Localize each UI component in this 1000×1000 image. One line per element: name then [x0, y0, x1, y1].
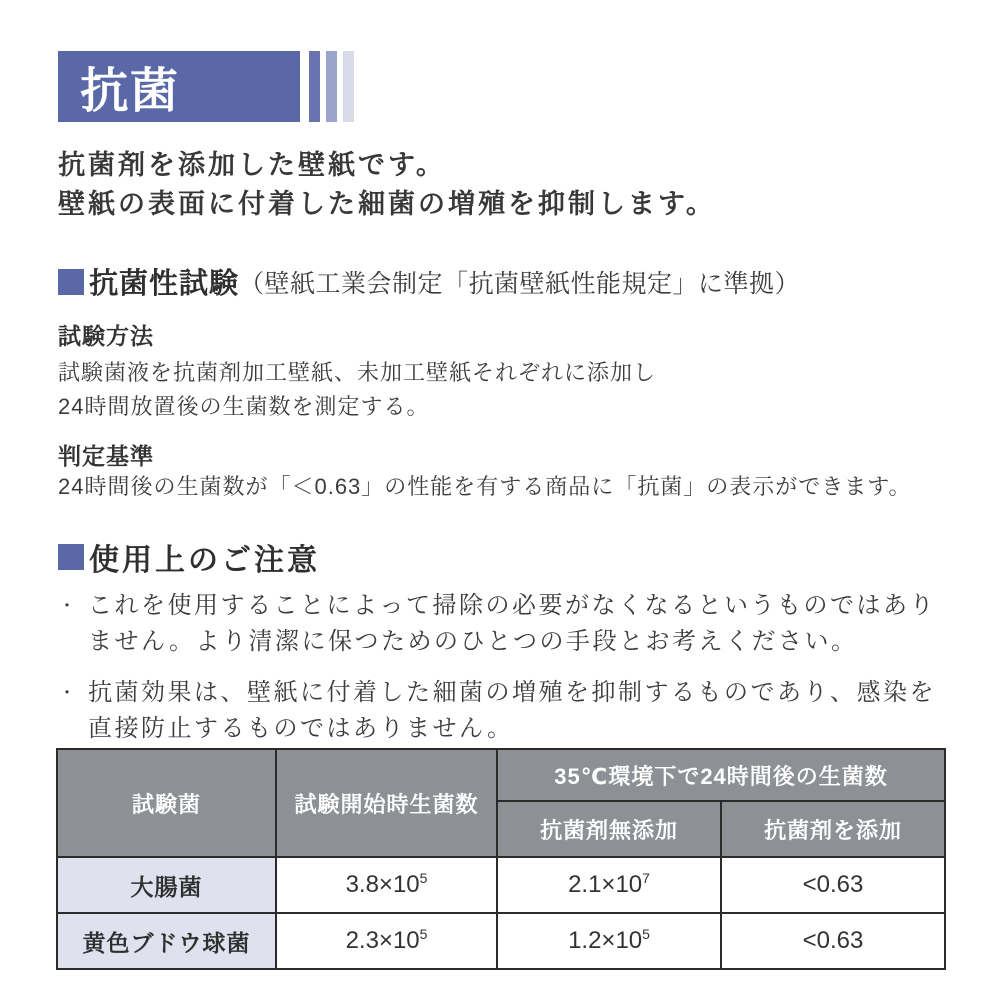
criteria-label: 判定基準 — [58, 443, 154, 469]
section-title-caution: 使用上のご注意 — [89, 544, 320, 577]
section-title-test-note: （壁紙工業会制定「抗菌壁紙性能規定」に準拠） — [239, 269, 801, 298]
title-banner — [58, 51, 354, 122]
intro-paragraph — [58, 146, 716, 224]
value-base: 2.3×10 — [345, 927, 420, 954]
section-title-test: 抗菌性試験 — [89, 268, 240, 300]
table-row — [57, 857, 945, 913]
cell-initial — [276, 857, 497, 913]
value-exponent: 7 — [642, 870, 650, 886]
criteria-text: 24時間後の生菌数が「＜0.63」の性能を有する商品に「抗菌」の表示ができます。 — [58, 474, 912, 499]
banner-stripe-1 — [309, 51, 320, 122]
table-row — [57, 913, 945, 969]
header-initial-count: 試験開始時生菌数 — [276, 749, 497, 857]
row-label-staph: 黄色ブドウ球菌 — [57, 913, 276, 969]
page-title: 抗菌 — [58, 51, 300, 122]
value-base: 1.2×10 — [568, 927, 643, 954]
cell-no-agent — [497, 913, 721, 969]
header-no-agent: 抗菌剤無添加 — [497, 801, 721, 857]
row-label-ecoli: 大腸菌 — [57, 857, 276, 913]
intro-line-2: 壁紙の表面に付着した細菌の増殖を抑制します。 — [58, 189, 716, 219]
intro-line-1: 抗菌剤を添加した壁紙です。 — [58, 150, 446, 180]
header-with-agent: 抗菌剤を添加 — [721, 801, 945, 857]
cell-no-agent — [497, 857, 721, 913]
blue-square-icon — [58, 544, 84, 570]
blue-square-icon — [58, 269, 84, 295]
value-exponent: 5 — [419, 926, 428, 942]
value-base: <0.63 — [802, 871, 864, 898]
value-base: 2.1×10 — [568, 871, 643, 898]
header-after-24h: 35℃環境下で24時間後の生菌数 — [497, 749, 945, 801]
method-line-2: 24時間放置後の生菌数を測定する。 — [58, 394, 430, 419]
value-exponent: 5 — [642, 926, 650, 942]
cell-with-agent — [721, 913, 945, 969]
method-line-1: 試験菌液を抗菌剤加工壁紙、未加工壁紙それぞれに添加し — [58, 360, 657, 385]
banner-stripe-2 — [326, 51, 337, 122]
bullet-icon: ・ — [58, 596, 79, 616]
caution-text-2: 抗菌効果は、壁紙に付着した細菌の増殖を抑制するものであり、感染を直接防止するものではありません。 — [88, 679, 936, 742]
cell-initial — [276, 913, 497, 969]
caution-list — [58, 588, 950, 762]
value-base: <0.63 — [802, 927, 864, 954]
bullet-icon: ・ — [58, 683, 79, 703]
caution-text-1: これを使用することによって掃除の必要がなくなるというものではありません。より清潔に保つためのひとつの手段とお考えください。 — [88, 592, 936, 655]
list-item — [58, 675, 950, 747]
cell-with-agent — [721, 857, 945, 913]
section-heading-caution — [58, 535, 320, 579]
section-heading-test — [58, 261, 800, 302]
method-label: 試験方法 — [58, 323, 154, 349]
banner-stripe-3 — [343, 51, 354, 122]
value-base: 3.8×10 — [345, 871, 420, 898]
test-results-table — [56, 748, 946, 970]
value-exponent: 5 — [419, 870, 428, 886]
banner-stripes — [309, 51, 354, 122]
list-item — [58, 588, 950, 660]
table-header-row-1 — [57, 749, 945, 801]
header-bacteria: 試験菌 — [57, 749, 276, 857]
